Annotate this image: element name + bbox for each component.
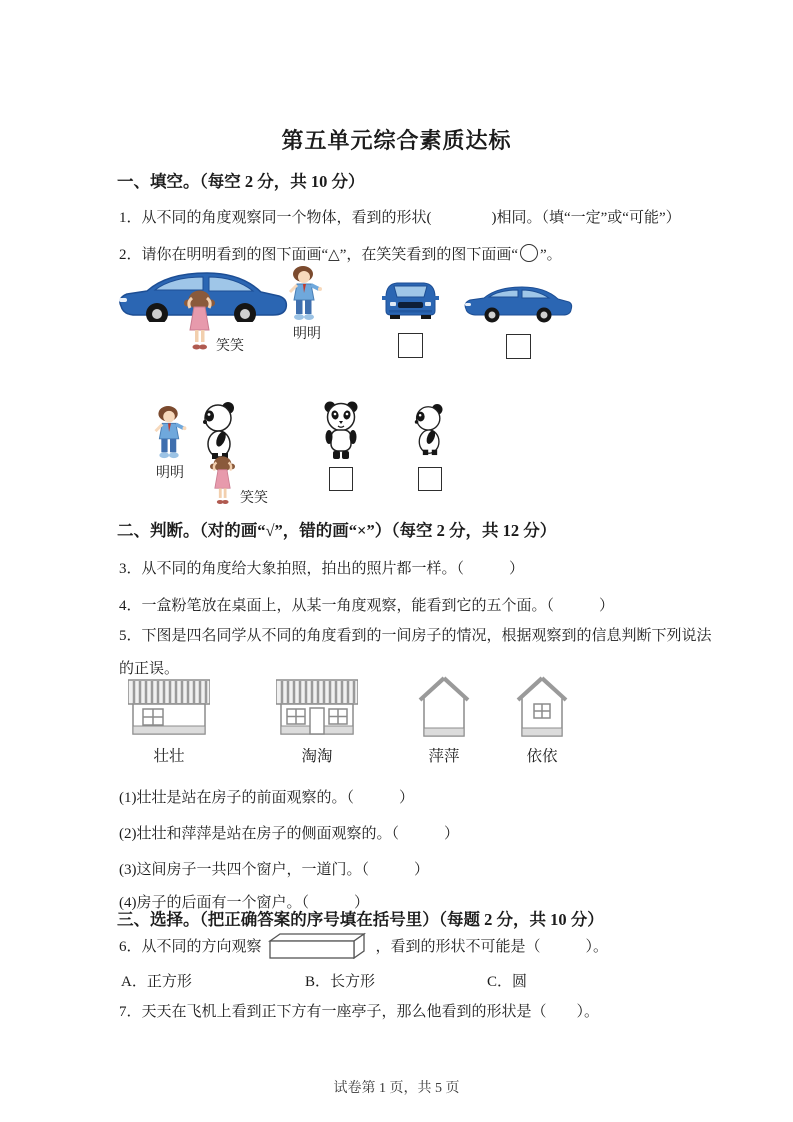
question-5-3: (3)这间房子一共四个窗户，一道门。（ ）: [119, 862, 429, 878]
question-4: 4．一盒粉笔放在桌面上，从某一角度观察，能看到它的五个面。（ ）: [119, 598, 615, 614]
question-6-text: 6．从不同的方向观察: [119, 939, 262, 955]
section1-heading: 一、填空。（每空 2 分，共 10 分）: [117, 172, 365, 191]
panda-scene: [150, 401, 275, 506]
page-title: 第五单元综合素质达标: [281, 128, 512, 153]
boy-mingming-image-2: [153, 406, 187, 461]
question-3: 3．从不同的角度给大象拍照，拍出的照片都一样。（ ）: [119, 561, 525, 577]
option-c: C．圆: [487, 974, 528, 990]
answer-box[interactable]: [398, 333, 423, 358]
question-2-text: 2．请你在明明看到的图下面画“△”，在笑笑看到的图下面画“: [119, 247, 519, 263]
house-label-yiyi: 依依: [526, 748, 558, 765]
panda-side-option: [412, 401, 448, 491]
car-side-option: [462, 277, 574, 359]
page-footer: 试卷第 1 页，共 5 页: [333, 1081, 460, 1096]
answer-box[interactable]: [329, 467, 353, 491]
question-1: 1．从不同的角度观察同一个物体，看到的形状( )相同。（填“一定”或“可能”）: [119, 210, 681, 226]
house-label-pingping: 萍萍: [428, 748, 460, 765]
question-7: 7．天天在飞机上看到正下方有一座亭子，那么他看到的形状是（ ）。: [119, 1004, 600, 1020]
panda-front-option: [322, 401, 360, 491]
question-6-text-end: ，看到的形状不可能是（ ）。: [375, 939, 609, 955]
section2-heading: 二、判断。（对的画“√”，错的画“×”）（每空 2 分，共 12 分）: [117, 521, 557, 540]
house-pingping: [418, 676, 470, 766]
house-yiyi: [516, 676, 568, 766]
car-front-image: [382, 277, 439, 320]
house-front-window-image: [128, 678, 210, 742]
cuboid-image: [268, 932, 370, 959]
question-5-2: (2)壮壮和萍萍是站在房子的侧面观察的。（ ）: [119, 826, 459, 842]
girl-xiaoxiao-image-2: [206, 456, 239, 506]
car-side-small-image: [462, 284, 574, 324]
car-front-option: [382, 277, 439, 358]
question-5-1: (1)壮壮是站在房子的前面观察的。（ ）: [119, 790, 414, 806]
question-6: [119, 932, 608, 959]
mingming-label: 明明: [293, 327, 321, 342]
option-b: B．长方形: [305, 974, 376, 990]
house-label-taotao: 淘淘: [301, 748, 333, 765]
question-5-4: (4)房子的后面有一个窗户。（ ）: [119, 895, 369, 911]
car-scene: [110, 263, 345, 363]
panda-front-image: [323, 401, 359, 460]
house-side-window-image: [516, 676, 568, 742]
answer-box[interactable]: [418, 467, 442, 491]
xiaoxiao-label-2: 笑笑: [240, 491, 268, 506]
panda-side-small-image: [413, 401, 447, 459]
answer-box[interactable]: [506, 334, 531, 359]
question-2-text-end: ”。: [540, 247, 562, 263]
circle-glyph: [520, 244, 538, 262]
house-taotao: [276, 678, 358, 766]
house-zhuangzhuang: [128, 678, 210, 766]
question-5: 5．下图是四名同学从不同的角度看到的一间房子的情况，根据观察到的信息判断下列说法的正误。: [119, 628, 712, 677]
mingming-label-2: 明明: [156, 466, 184, 481]
boy-mingming-image: [288, 266, 322, 323]
option-a: A．正方形: [121, 974, 192, 990]
house-front-door-image: [276, 678, 358, 742]
xiaoxiao-label: 笑笑: [216, 339, 244, 354]
section3-heading: 三、选择。（把正确答案的序号填在括号里）（每题 2 分，共 10 分）: [117, 910, 604, 929]
panda-side-large-image: [201, 402, 239, 460]
question-2: [119, 243, 562, 264]
house-side-plain-image: [418, 676, 470, 742]
girl-xiaoxiao-image: [184, 290, 215, 352]
house-label-zhuangzhuang: 壮壮: [153, 748, 185, 765]
